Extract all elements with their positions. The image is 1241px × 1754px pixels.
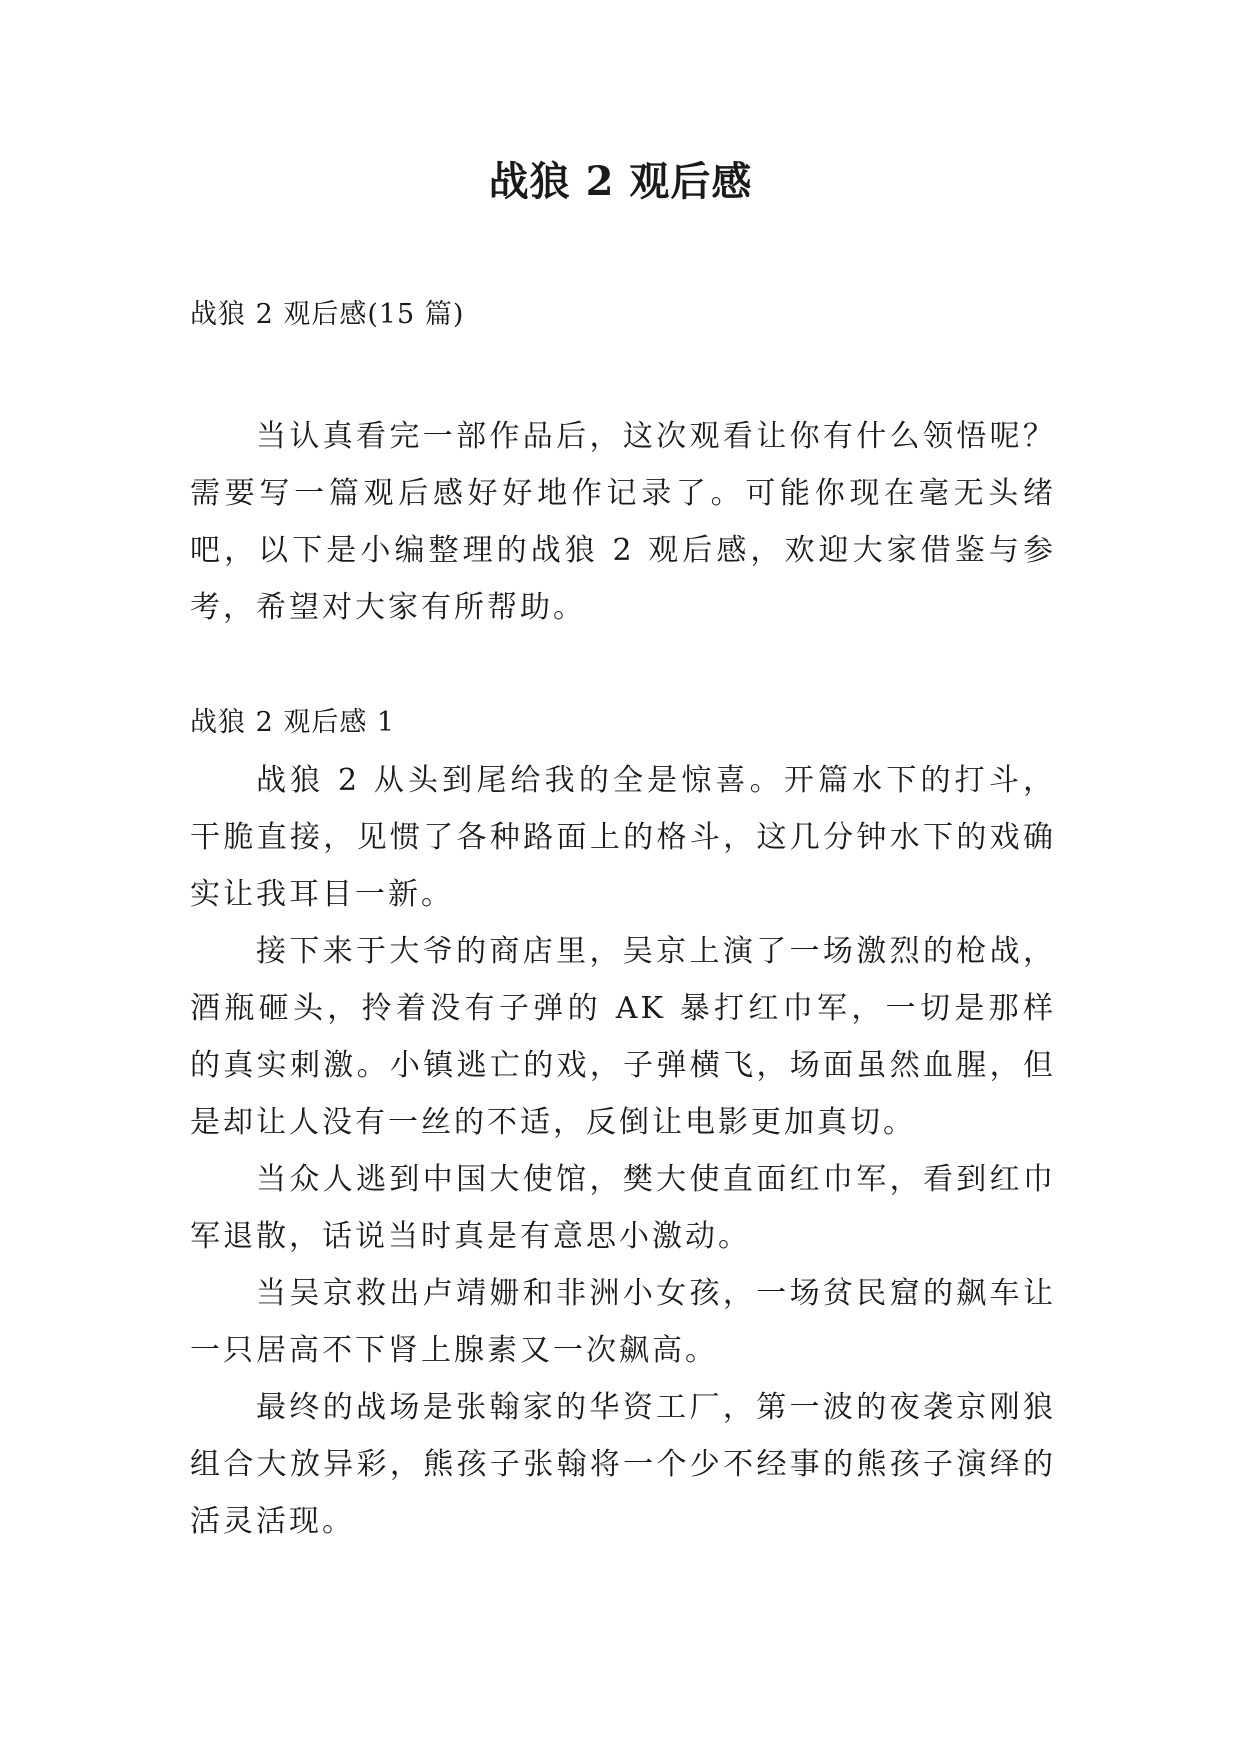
section-heading: 战狼 2 观后感 1 (190, 707, 396, 738)
body-paragraph: 接下来于大爷的商店里，吴京上演了一场激烈的枪战，酒瓶砸头，拎着没有子弹的 AK 暴打红巾军，一切是那样的真实刺激。小镇逃亡的戏，子弹横飞，场面虽然血腥，但是却让人没有一丝的不适，反倒让电影更加真切。 (190, 934, 1056, 1140)
body-paragraph: 当众人逃到中国大使馆，樊大使直面红巾军，看到红巾军退散，话说当时真是有意思小激动。 (190, 1162, 1056, 1254)
body-paragraph: 战狼 2 从头到尾给我的全是惊喜。开篇水下的打斗，干脆直接，见惯了各种路面上的格斗，这几分钟水下的戏确实让我耳目一新。 (190, 763, 1056, 912)
document-title: 战狼 2 观后感 (488, 158, 753, 205)
intro-paragraph: 当认真看完一部作品后，这次观看让你有什么领悟呢？需要写一篇观后感好好地作记录了。可能你现在毫无头绪吧，以下是小编整理的战狼 2 观后感，欢迎大家借鉴与参考，希望对大家有所帮助。 (190, 419, 1056, 625)
body-paragraph: 最终的战场是张翰家的华资工厂，第一波的夜袭京刚狼组合大放异彩，熊孩子张翰将一个少不经事的熊孩子演绎的活灵活现。 (190, 1390, 1056, 1539)
article-body (190, 752, 1056, 1550)
intro-block (190, 408, 1056, 636)
document-subtitle: 战狼 2 观后感(15 篇) (190, 299, 465, 330)
body-paragraph: 当吴京救出卢靖姗和非洲小女孩，一场贫民窟的飙车让一只居高不下肾上腺素又一次飙高。 (190, 1276, 1056, 1368)
